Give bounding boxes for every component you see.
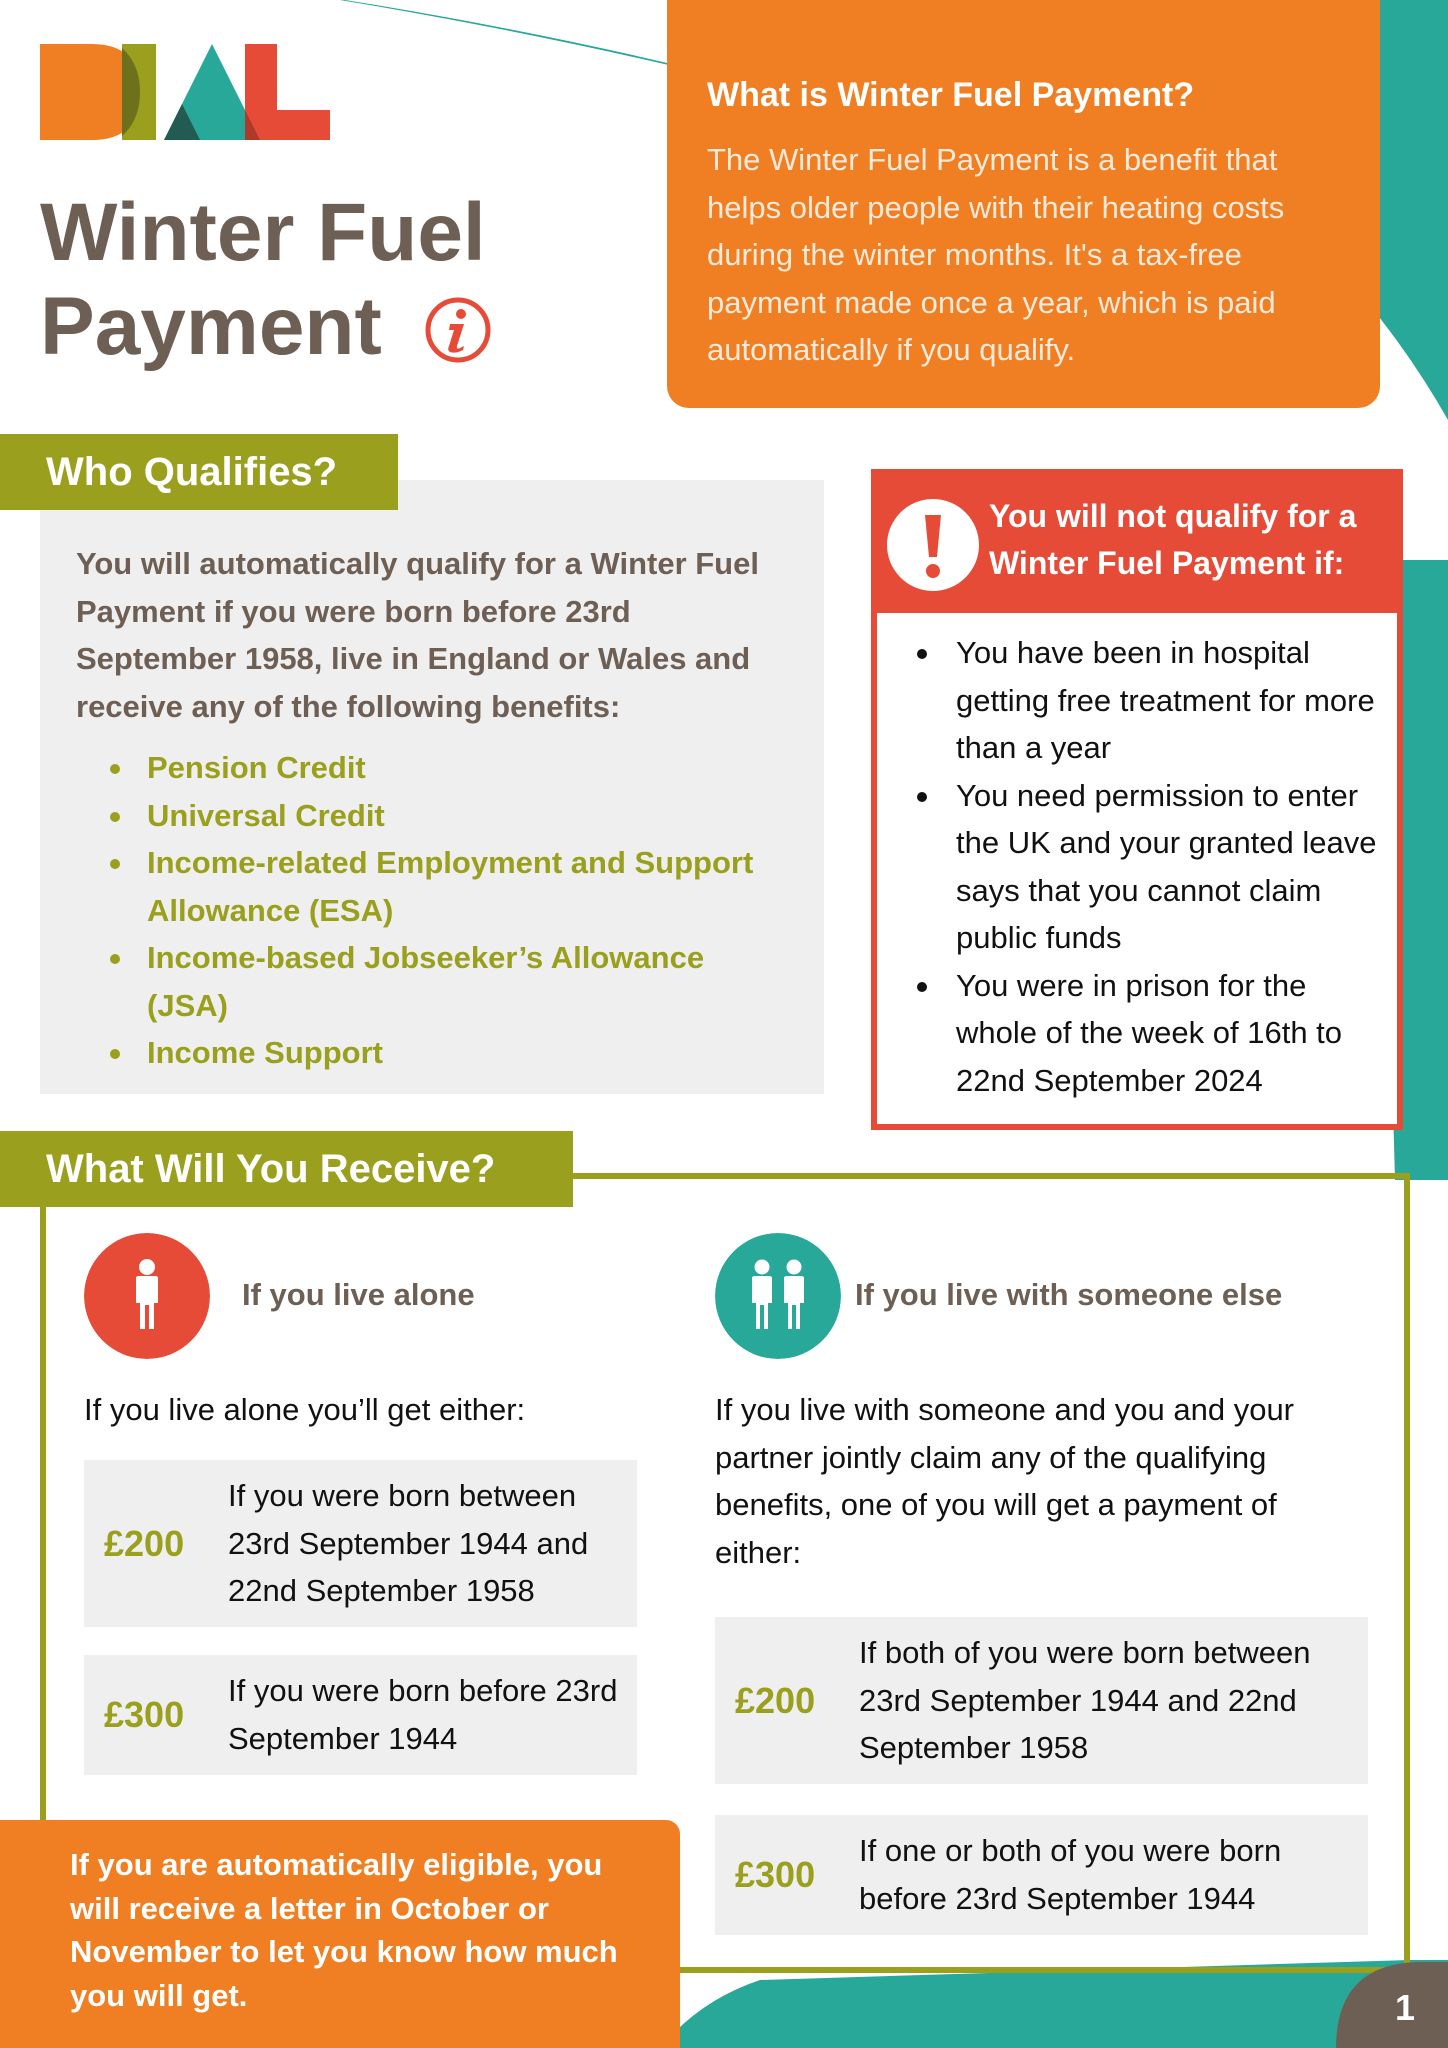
together-row-300: [715, 1815, 1368, 1935]
receive-tab: [0, 1131, 573, 1207]
who-qualifies-panel: [40, 480, 824, 1094]
alone-row-200: [84, 1460, 637, 1627]
alone-row-300: [84, 1655, 637, 1775]
info-icon: [424, 296, 492, 364]
together-row-200: [715, 1617, 1368, 1784]
benefit-label: Universal Credit: [147, 797, 385, 833]
bullet: [110, 859, 120, 869]
dial-logo: [40, 44, 330, 140]
who-qualifies-intro: You will automatically qualify for a Winter Fuel Payment if you were born before 23rd September 1958, live in England or Wales and receive any of the following benefits:: [76, 546, 759, 724]
title-line-1: Winter Fuel: [40, 187, 486, 278]
page-title: [40, 186, 620, 374]
amount-label: £200: [735, 1679, 816, 1721]
list-item: [917, 962, 1387, 1105]
list-item: [917, 772, 1387, 962]
single-person-icon: [84, 1233, 210, 1359]
list-item: [110, 744, 788, 792]
amount-description: If both of you were born between 23rd September 1944 and 22nd September 1958: [859, 1635, 1311, 1765]
not-qualify-heading: You will not qualify for a Winter Fuel Payment if:: [989, 498, 1357, 581]
not-qualify-item: You were in prison for the whole of the week of 16th to 22nd September 2024: [956, 967, 1343, 1098]
amount-label: £200: [104, 1522, 185, 1564]
not-qualify-list: [917, 629, 1387, 1104]
alone-intro: If you live alone you’ll get either:: [84, 1392, 526, 1427]
bullet: [917, 649, 927, 659]
benefit-label: Income-based Jobseeker’s Allowance (JSA): [147, 940, 705, 1023]
benefit-label: Pension Credit: [147, 750, 366, 785]
what-is-body: The Winter Fuel Payment is a benefit that helps older people with their heating costs during the winter months. It's a tax-free payment made once a year, which is paid automatically if you qualify.: [707, 142, 1285, 367]
bullet: [110, 764, 120, 774]
amount-label: £300: [735, 1854, 816, 1895]
list-item: [110, 792, 788, 840]
receive-heading: What Will You Receive?: [46, 1147, 496, 1191]
who-qualifies-tab: [0, 434, 398, 510]
not-qualify-item: You need permission to enter the UK and your granted leave says that you cannot claim public funds: [956, 777, 1377, 955]
together-heading: If you live with someone else: [855, 1277, 1283, 1312]
bullet: [110, 1049, 120, 1059]
two-people-icon: [715, 1233, 841, 1359]
bullet: [917, 792, 927, 802]
benefit-label: Income Support: [147, 1035, 383, 1070]
exclamation-icon: [887, 499, 979, 591]
amount-description: If you were born between 23rd September 1944 and 22nd September 1958: [228, 1478, 589, 1608]
amount-description: If one or both of you were born before 23rd September 1944: [859, 1833, 1282, 1916]
what-is-heading: What is Winter Fuel Payment?: [707, 76, 1195, 114]
amount-description: If you were born before 23rd September 1944: [228, 1673, 618, 1756]
list-item: [917, 629, 1387, 772]
amount-label: £300: [104, 1694, 185, 1735]
list-item: [110, 1029, 788, 1077]
bullet: [110, 954, 120, 964]
alone-heading: If you live alone: [242, 1277, 475, 1312]
not-qualify-item: You have been in hospital getting free treatment for more than a year: [956, 635, 1375, 765]
benefits-list: [76, 744, 788, 1077]
bullet: [110, 812, 120, 822]
benefit-label: Income-related Employment and Support Allowance (ESA): [147, 845, 754, 928]
letter-note-text: If you are automatically eligible, you will receive a letter in October or November to let you know how much you will get.: [70, 1847, 618, 2013]
not-qualify-header: [877, 475, 1397, 613]
not-qualify-panel: [871, 469, 1403, 1130]
title-line-2: Payment: [40, 281, 382, 372]
what-is-panel: [667, 0, 1380, 408]
bullet: [917, 982, 927, 992]
teal-curve-bottom: [660, 1960, 1448, 2048]
together-intro: If you live with someone and you and your partner jointly claim any of the qualifying benefits, one of you will get a payment of either:: [715, 1392, 1295, 1570]
list-item: [110, 839, 788, 934]
list-item: [110, 934, 788, 1029]
page-number: 1: [1394, 1987, 1416, 2028]
letter-note-panel: [0, 1820, 680, 2048]
who-qualifies-heading: Who Qualifies?: [46, 450, 338, 494]
